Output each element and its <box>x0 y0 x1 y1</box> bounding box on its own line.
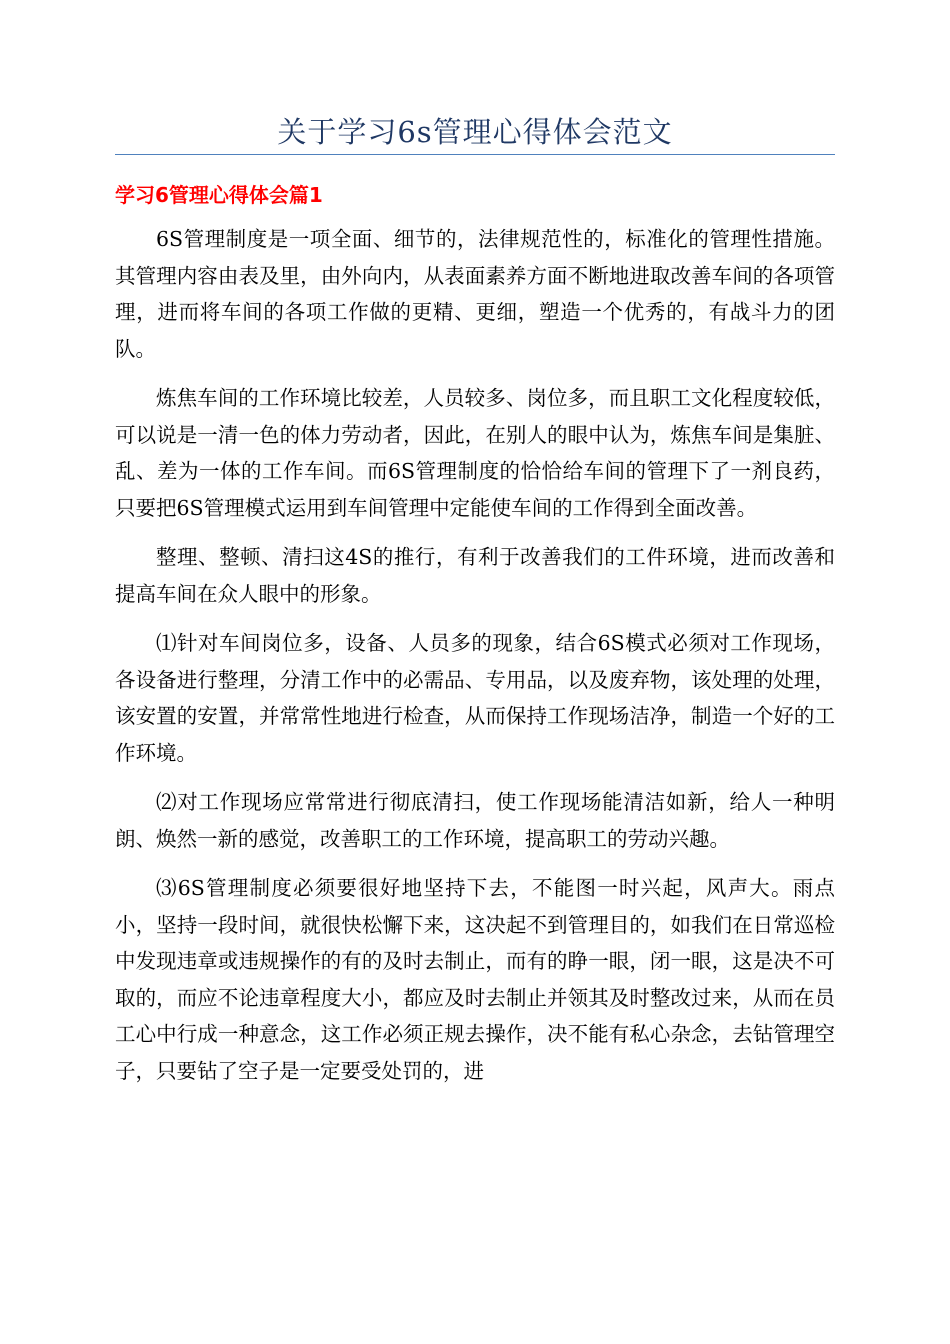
body-paragraph: 炼焦车间的工作环境比较差，人员较多、岗位多，而且职工文化程度较低，可以说是一清一色的体力劳动者，因此，在别人的眼中认为，炼焦车间是集脏、乱、差为一体的工作车间。而6S管理制度的恰恰给车间的管理下了一剂良药，只要把6S管理模式运用到车间管理中定能使车间的工作得到全面改善。 <box>115 386 835 520</box>
body-paragraph: ⑶6S管理制度必须要很好地坚持下去，不能图一时兴起，风声大。雨点小，坚持一段时间，就很快松懈下来，这决起不到管理目的，如我们在日常巡检中发现违章或违规操作的有的及时去制止，而有的睁一眼，闭一眼，这是决不可取的，而应不论违章程度大小，都应及时去制止并领其及时整改过来，从而在员工心中行成一种意念，这工作必须正规去操作，决不能有私心杂念，去钻管理空子，只要钻了空子是一定要受处罚的，进 <box>115 876 835 1083</box>
title-underline-divider <box>115 154 835 155</box>
body-paragraph: 6S管理制度是一项全面、细节的，法律规范性的，标准化的管理性措施。其管理内容由表及里，由外向内，从表面素养方面不断地进取改善车间的各项管理，进而将车间的各项工作做的更精、更细，塑造一个优秀的，有战斗力的团队。 <box>115 227 835 361</box>
document-body <box>115 221 835 1102</box>
body-paragraph: 整理、整顿、清扫这4S的推行，有利于改善我们的工件环境，进而改善和提高车间在众人眼中的形象。 <box>115 545 835 606</box>
section-heading: 学习6管理心得体会篇1 <box>115 183 323 207</box>
document-title: 关于学习6s管理心得体会范文 <box>277 115 673 149</box>
body-paragraph: ⑴针对车间岗位多，设备、人员多的现象，结合6S模式必须对工作现场，各设备进行整理，分清工作中的必需品、专用品，以及废弃物，该处理的处理，该安置的安置，并常常性地进行检查，从而保持工作现场洁净，制造一个好的工作环境。 <box>115 631 835 765</box>
body-paragraph: ⑵对工作现场应常常进行彻底清扫，使工作现场能清洁如新，给人一种明朗、焕然一新的感觉，改善职工的工作环境，提高职工的劳动兴趣。 <box>115 790 835 851</box>
